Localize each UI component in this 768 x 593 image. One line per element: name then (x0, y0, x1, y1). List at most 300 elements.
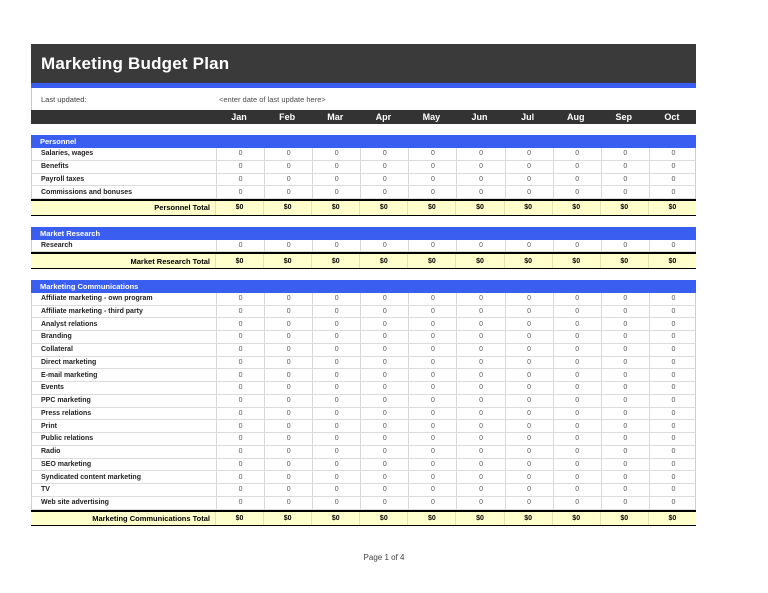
value-cell[interactable]: 0 (408, 318, 456, 330)
value-cell[interactable]: 0 (216, 446, 264, 458)
value-cell[interactable]: 0 (553, 186, 601, 198)
value-cell[interactable]: 0 (408, 459, 456, 471)
value-cell[interactable]: 0 (360, 408, 408, 420)
row-label: Benefits (41, 163, 69, 171)
value-cell[interactable]: 0 (312, 240, 360, 252)
total-cell: $0 (504, 254, 552, 268)
section-header-label: Marketing Communications (40, 281, 139, 291)
value-cell[interactable]: 0 (553, 240, 601, 252)
value-cell[interactable]: 0 (216, 186, 264, 198)
section-header (31, 227, 696, 240)
value-cell[interactable]: 0 (553, 446, 601, 458)
value-cell[interactable]: 0 (601, 471, 649, 483)
value-cell[interactable]: 0 (601, 293, 649, 305)
value-cell[interactable]: 0 (649, 148, 697, 160)
month-cell: Sep (615, 112, 633, 122)
value-cell[interactable]: 0 (505, 318, 553, 330)
value-cell[interactable]: 0 (312, 497, 360, 509)
value-cell[interactable]: 0 (216, 420, 264, 432)
value-cell[interactable]: 0 (456, 174, 504, 186)
value-cell[interactable]: 0 (264, 420, 312, 432)
value-cell[interactable]: 0 (408, 382, 456, 394)
value-cell[interactable]: 0 (553, 497, 601, 509)
value-cell[interactable]: 0 (601, 344, 649, 356)
value-cell[interactable]: 0 (216, 306, 264, 318)
row-label: Web site advertising (41, 499, 109, 507)
table-row (31, 240, 696, 253)
value-cell[interactable]: 0 (456, 497, 504, 509)
value-cell[interactable]: 0 (360, 471, 408, 483)
value-cell[interactable]: 0 (456, 446, 504, 458)
total-row (31, 510, 696, 527)
value-cell[interactable]: 0 (649, 186, 697, 198)
table-row (31, 148, 696, 161)
value-cell[interactable]: 0 (312, 382, 360, 394)
value-cell[interactable]: 0 (505, 484, 553, 496)
value-cell[interactable]: 0 (216, 382, 264, 394)
value-cell[interactable]: 0 (264, 148, 312, 160)
value-cell[interactable]: 0 (649, 331, 697, 343)
value-cell[interactable]: 0 (553, 408, 601, 420)
value-cell[interactable]: 0 (264, 433, 312, 445)
value-cell[interactable]: 0 (408, 161, 456, 173)
value-cell[interactable]: 0 (312, 369, 360, 381)
value-cell[interactable]: 0 (649, 382, 697, 394)
total-cell: $0 (215, 201, 263, 215)
table-row (31, 306, 696, 319)
value-cell[interactable]: 0 (312, 148, 360, 160)
value-cell[interactable]: 0 (601, 382, 649, 394)
value-cell[interactable]: 0 (312, 471, 360, 483)
section-header-label: Market Research (40, 228, 101, 238)
value-cell[interactable]: 0 (360, 484, 408, 496)
row-label: Syndicated content marketing (41, 473, 141, 481)
value-cell[interactable]: 0 (312, 186, 360, 198)
total-cell: $0 (407, 254, 455, 268)
total-row (31, 199, 696, 216)
row-label: E-mail marketing (41, 371, 98, 379)
value-cell[interactable]: 0 (456, 382, 504, 394)
value-cell[interactable]: 0 (360, 446, 408, 458)
value-cell[interactable]: 0 (264, 344, 312, 356)
value-cell[interactable]: 0 (360, 161, 408, 173)
value-cell[interactable]: 0 (553, 395, 601, 407)
month-cell: Aug (566, 112, 585, 122)
value-cell[interactable]: 0 (216, 459, 264, 471)
value-cell[interactable]: 0 (601, 433, 649, 445)
value-cell[interactable]: 0 (505, 331, 553, 343)
value-cell[interactable]: 0 (408, 148, 456, 160)
total-cell: $0 (552, 254, 600, 268)
value-cell[interactable]: 0 (456, 240, 504, 252)
value-cell[interactable]: 0 (649, 446, 697, 458)
value-cell[interactable]: 0 (505, 471, 553, 483)
value-cell[interactable]: 0 (360, 420, 408, 432)
value-cell[interactable]: 0 (601, 240, 649, 252)
value-cell[interactable]: 0 (216, 174, 264, 186)
month-cell: Feb (279, 112, 296, 122)
value-cell[interactable]: 0 (456, 420, 504, 432)
table-row (31, 369, 696, 382)
total-cell: $0 (455, 512, 503, 526)
value-cell[interactable]: 0 (505, 240, 553, 252)
table-row (31, 484, 696, 497)
value-cell[interactable]: 0 (312, 357, 360, 369)
value-cell[interactable]: 0 (553, 433, 601, 445)
value-cell[interactable]: 0 (408, 357, 456, 369)
value-cell[interactable]: 0 (264, 240, 312, 252)
value-cell[interactable]: 0 (505, 408, 553, 420)
value-cell[interactable]: 0 (649, 471, 697, 483)
value-cell[interactable]: 0 (553, 471, 601, 483)
section-header (31, 280, 696, 293)
month-cell: Jan (231, 112, 247, 122)
value-cell[interactable]: 0 (601, 395, 649, 407)
row-label: SEO marketing (41, 460, 92, 468)
value-cell[interactable]: 0 (408, 420, 456, 432)
value-cell[interactable]: 0 (360, 395, 408, 407)
row-label: Research (41, 241, 73, 249)
value-cell[interactable]: 0 (408, 408, 456, 420)
section-header (31, 135, 696, 148)
total-label: Personnel Total (154, 203, 210, 213)
total-cell: $0 (407, 512, 455, 526)
value-cell[interactable]: 0 (601, 408, 649, 420)
value-cell[interactable]: 0 (601, 357, 649, 369)
month-header-row (31, 110, 696, 124)
value-cell[interactable]: 0 (360, 382, 408, 394)
budget-sheet (31, 44, 696, 526)
total-cell: $0 (648, 512, 696, 526)
value-cell[interactable]: 0 (408, 395, 456, 407)
value-cell[interactable]: 0 (408, 331, 456, 343)
table-row (31, 408, 696, 421)
row-label: Print (41, 422, 57, 430)
month-cell: Apr (375, 112, 392, 122)
value-cell[interactable]: 0 (408, 497, 456, 509)
row-label: Salaries, wages (41, 150, 94, 158)
month-cell: May (422, 112, 441, 122)
month-cell: Jun (471, 112, 488, 122)
value-cell[interactable]: 0 (505, 174, 553, 186)
value-cell[interactable]: 0 (601, 446, 649, 458)
value-cell[interactable]: 0 (456, 369, 504, 381)
value-cell[interactable]: 0 (456, 395, 504, 407)
value-cell[interactable]: 0 (505, 433, 553, 445)
value-cell[interactable]: 0 (649, 433, 697, 445)
value-cell[interactable]: 0 (264, 318, 312, 330)
month-cell: Mar (327, 112, 344, 122)
value-cell[interactable]: 0 (264, 484, 312, 496)
total-cell: $0 (600, 201, 648, 215)
total-label: Market Research Total (130, 256, 210, 266)
month-cell: Oct (664, 112, 680, 122)
total-label: Marketing Communications Total (92, 513, 210, 523)
value-cell[interactable]: 0 (360, 459, 408, 471)
total-cell: $0 (263, 512, 311, 526)
value-cell[interactable]: 0 (505, 395, 553, 407)
value-cell[interactable]: 0 (360, 186, 408, 198)
value-cell[interactable]: 0 (601, 420, 649, 432)
value-cell[interactable]: 0 (216, 497, 264, 509)
value-cell[interactable]: 0 (505, 420, 553, 432)
value-cell[interactable]: 0 (505, 357, 553, 369)
value-cell[interactable]: 0 (408, 293, 456, 305)
value-cell[interactable]: 0 (408, 344, 456, 356)
value-cell[interactable]: 0 (216, 433, 264, 445)
table-row (31, 382, 696, 395)
value-cell[interactable]: 0 (601, 459, 649, 471)
value-cell[interactable]: 0 (456, 293, 504, 305)
value-cell[interactable]: 0 (216, 471, 264, 483)
value-cell[interactable]: 0 (649, 240, 697, 252)
value-cell[interactable]: 0 (505, 369, 553, 381)
value-cell[interactable]: 0 (216, 293, 264, 305)
value-cell[interactable]: 0 (601, 331, 649, 343)
value-cell[interactable]: 0 (649, 395, 697, 407)
value-cell[interactable]: 0 (553, 369, 601, 381)
value-cell[interactable]: 0 (456, 331, 504, 343)
value-cell[interactable]: 0 (360, 306, 408, 318)
total-cell: $0 (407, 201, 455, 215)
value-cell[interactable]: 0 (601, 148, 649, 160)
table-row (31, 331, 696, 344)
table-row (31, 395, 696, 408)
total-cell: $0 (359, 201, 407, 215)
value-cell[interactable]: 0 (360, 344, 408, 356)
value-cell[interactable]: 0 (505, 148, 553, 160)
value-cell[interactable]: 0 (216, 369, 264, 381)
value-cell[interactable]: 0 (505, 382, 553, 394)
value-cell[interactable]: 0 (312, 433, 360, 445)
value-cell[interactable]: 0 (264, 382, 312, 394)
value-cell[interactable]: 0 (408, 240, 456, 252)
table-row (31, 186, 696, 199)
total-cell: $0 (311, 201, 359, 215)
last-updated-date-field[interactable]: <enter date of last update here> (219, 94, 326, 104)
row-label: Direct marketing (41, 358, 97, 366)
value-cell[interactable]: 0 (216, 148, 264, 160)
value-cell[interactable]: 0 (456, 344, 504, 356)
value-cell[interactable]: 0 (456, 148, 504, 160)
value-cell[interactable]: 0 (601, 174, 649, 186)
value-cell[interactable]: 0 (456, 459, 504, 471)
value-cell[interactable]: 0 (360, 174, 408, 186)
value-cell[interactable]: 0 (216, 484, 264, 496)
table-row (31, 357, 696, 370)
value-cell[interactable]: 0 (505, 446, 553, 458)
value-cell[interactable]: 0 (312, 161, 360, 173)
value-cell[interactable]: 0 (312, 420, 360, 432)
value-cell[interactable]: 0 (312, 484, 360, 496)
value-cell[interactable]: 0 (649, 484, 697, 496)
row-label: Analyst relations (41, 320, 98, 328)
total-cell: $0 (648, 254, 696, 268)
value-cell[interactable]: 0 (216, 408, 264, 420)
value-cell[interactable]: 0 (408, 174, 456, 186)
document-title-bar (31, 44, 696, 88)
value-cell[interactable]: 0 (649, 161, 697, 173)
value-cell[interactable]: 0 (553, 357, 601, 369)
value-cell[interactable]: 0 (553, 459, 601, 471)
total-cell: $0 (215, 254, 263, 268)
value-cell[interactable]: 0 (649, 420, 697, 432)
value-cell[interactable]: 0 (553, 174, 601, 186)
value-cell[interactable]: 0 (264, 459, 312, 471)
value-cell[interactable]: 0 (264, 395, 312, 407)
value-cell[interactable]: 0 (553, 484, 601, 496)
value-cell[interactable]: 0 (649, 306, 697, 318)
value-cell[interactable]: 0 (360, 293, 408, 305)
value-cell[interactable]: 0 (456, 484, 504, 496)
value-cell[interactable]: 0 (264, 471, 312, 483)
value-cell[interactable]: 0 (456, 471, 504, 483)
value-cell[interactable]: 0 (216, 161, 264, 173)
value-cell[interactable]: 0 (360, 357, 408, 369)
value-cell[interactable]: 0 (553, 420, 601, 432)
value-cell[interactable]: 0 (601, 161, 649, 173)
value-cell[interactable]: 0 (264, 174, 312, 186)
value-cell[interactable]: 0 (312, 344, 360, 356)
value-cell[interactable]: 0 (456, 357, 504, 369)
value-cell[interactable]: 0 (312, 331, 360, 343)
value-cell[interactable]: 0 (553, 161, 601, 173)
value-cell[interactable]: 0 (264, 306, 312, 318)
value-cell[interactable]: 0 (312, 174, 360, 186)
value-cell[interactable]: 0 (264, 408, 312, 420)
value-cell[interactable]: 0 (601, 186, 649, 198)
month-cell: Jul (521, 112, 535, 122)
value-cell[interactable]: 0 (505, 459, 553, 471)
table-row (31, 420, 696, 433)
value-cell[interactable]: 0 (601, 369, 649, 381)
value-cell[interactable]: 0 (312, 446, 360, 458)
value-cell[interactable]: 0 (649, 344, 697, 356)
value-cell[interactable]: 0 (360, 318, 408, 330)
value-cell[interactable]: 0 (553, 318, 601, 330)
value-cell[interactable]: 0 (264, 293, 312, 305)
row-label: PPC marketing (41, 397, 91, 405)
value-cell[interactable]: 0 (601, 497, 649, 509)
row-label: Affiliate marketing - third party (41, 307, 143, 315)
value-cell[interactable]: 0 (264, 161, 312, 173)
value-cell[interactable]: 0 (456, 433, 504, 445)
value-cell[interactable]: 0 (505, 497, 553, 509)
table-row (31, 161, 696, 174)
value-cell[interactable]: 0 (649, 318, 697, 330)
total-cell: $0 (648, 201, 696, 215)
value-cell[interactable]: 0 (505, 344, 553, 356)
value-cell[interactable]: 0 (360, 331, 408, 343)
value-cell[interactable]: 0 (553, 306, 601, 318)
value-cell[interactable]: 0 (264, 497, 312, 509)
value-cell[interactable]: 0 (216, 318, 264, 330)
value-cell[interactable]: 0 (408, 369, 456, 381)
section (31, 280, 696, 526)
value-cell[interactable]: 0 (264, 331, 312, 343)
last-updated-row (31, 88, 696, 110)
row-label: Payroll taxes (41, 175, 85, 183)
section (31, 227, 696, 269)
value-cell[interactable]: 0 (216, 344, 264, 356)
value-cell[interactable]: 0 (553, 344, 601, 356)
row-label: Commissions and bonuses (41, 188, 133, 196)
value-cell[interactable]: 0 (264, 369, 312, 381)
value-cell[interactable]: 0 (456, 408, 504, 420)
row-label: Affiliate marketing - own program (41, 295, 153, 303)
value-cell[interactable]: 0 (312, 318, 360, 330)
value-cell[interactable]: 0 (216, 357, 264, 369)
value-cell[interactable]: 0 (312, 306, 360, 318)
total-cell: $0 (600, 254, 648, 268)
value-cell[interactable]: 0 (601, 306, 649, 318)
total-cell: $0 (311, 254, 359, 268)
value-cell[interactable]: 0 (312, 395, 360, 407)
value-cell[interactable]: 0 (505, 186, 553, 198)
value-cell[interactable]: 0 (264, 186, 312, 198)
value-cell[interactable]: 0 (649, 408, 697, 420)
value-cell[interactable]: 0 (408, 484, 456, 496)
row-label: TV (41, 486, 50, 494)
total-cell: $0 (311, 512, 359, 526)
value-cell[interactable]: 0 (216, 395, 264, 407)
total-cell: $0 (359, 254, 407, 268)
value-cell[interactable]: 0 (505, 293, 553, 305)
value-cell[interactable]: 0 (601, 318, 649, 330)
value-cell[interactable]: 0 (264, 357, 312, 369)
table-row (31, 471, 696, 484)
value-cell[interactable]: 0 (553, 148, 601, 160)
value-cell[interactable]: 0 (649, 459, 697, 471)
value-cell[interactable]: 0 (408, 186, 456, 198)
value-cell[interactable]: 0 (649, 293, 697, 305)
value-cell[interactable]: 0 (312, 293, 360, 305)
value-cell[interactable]: 0 (649, 174, 697, 186)
value-cell[interactable]: 0 (649, 497, 697, 509)
value-cell[interactable]: 0 (505, 306, 553, 318)
total-cell: $0 (504, 512, 552, 526)
value-cell[interactable]: 0 (456, 318, 504, 330)
table-row (31, 318, 696, 331)
value-cell[interactable]: 0 (456, 161, 504, 173)
value-cell[interactable]: 0 (601, 484, 649, 496)
value-cell[interactable]: 0 (216, 240, 264, 252)
value-cell[interactable]: 0 (408, 433, 456, 445)
value-cell[interactable]: 0 (408, 306, 456, 318)
value-cell[interactable]: 0 (360, 148, 408, 160)
value-cell[interactable]: 0 (312, 408, 360, 420)
value-cell[interactable]: 0 (456, 186, 504, 198)
value-cell[interactable]: 0 (360, 497, 408, 509)
value-cell[interactable]: 0 (505, 161, 553, 173)
value-cell[interactable]: 0 (216, 331, 264, 343)
value-cell[interactable]: 0 (408, 471, 456, 483)
page-footer: Page 1 of 4 (363, 553, 405, 562)
value-cell[interactable]: 0 (264, 446, 312, 458)
value-cell[interactable]: 0 (649, 369, 697, 381)
total-cell: $0 (552, 201, 600, 215)
value-cell[interactable]: 0 (312, 459, 360, 471)
value-cell[interactable]: 0 (360, 433, 408, 445)
value-cell[interactable]: 0 (360, 369, 408, 381)
value-cell[interactable]: 0 (649, 357, 697, 369)
value-cell[interactable]: 0 (408, 446, 456, 458)
value-cell[interactable]: 0 (456, 306, 504, 318)
value-cell[interactable]: 0 (553, 382, 601, 394)
value-cell[interactable]: 0 (360, 240, 408, 252)
value-cell[interactable]: 0 (553, 293, 601, 305)
value-cell[interactable]: 0 (553, 331, 601, 343)
